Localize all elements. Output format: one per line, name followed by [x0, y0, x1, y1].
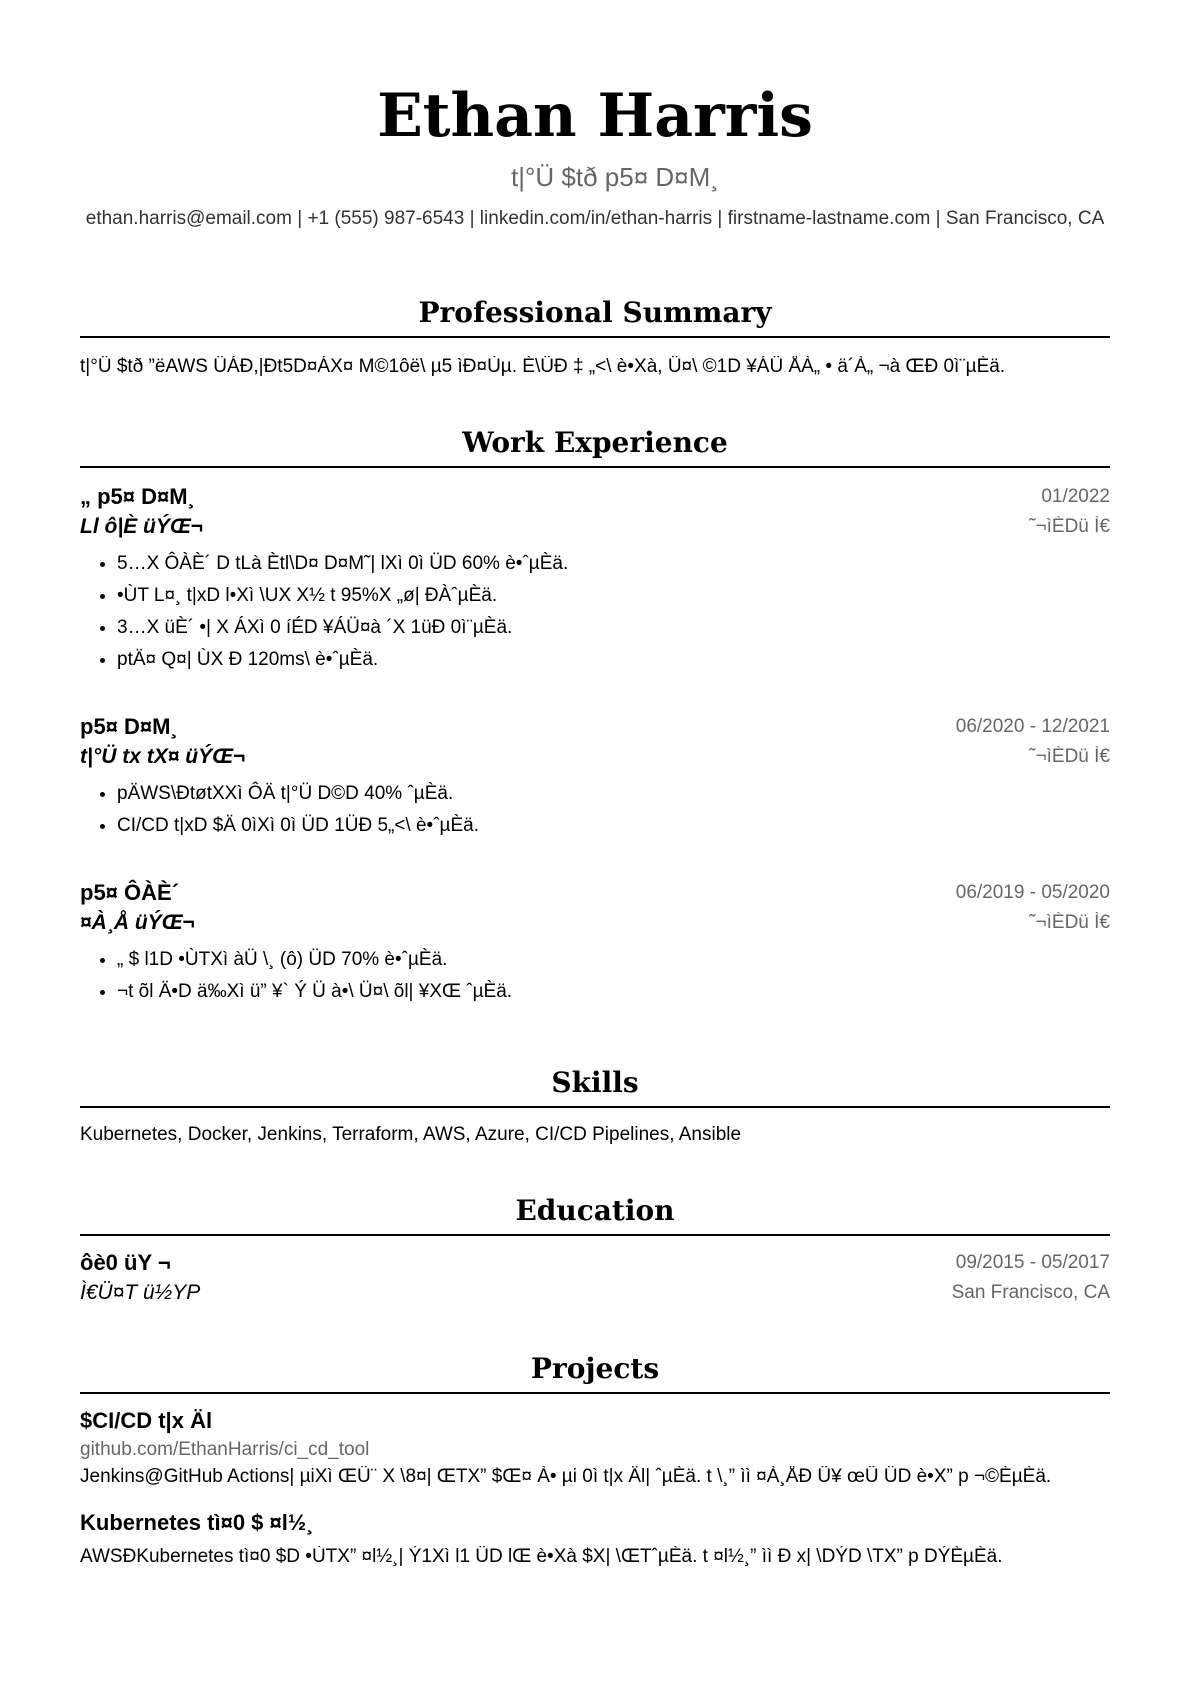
job-bullets — [80, 783, 479, 847]
education-school: ôè0 üY ¬ — [80, 1250, 171, 1275]
job-role: p5¤ D¤M¸ — [80, 714, 178, 739]
list-item: • pÄWS\ÐtøtXXì ÔÄ t|°Ü D©D 40% ˆµÈä. — [117, 783, 479, 815]
job-bullets — [80, 949, 512, 1013]
section-title-experience: Work Experience — [462, 426, 728, 459]
job-title: t|°Ü $tð p5¤ D¤M¸ — [511, 162, 719, 192]
project-title: $CI/CD t|x Äl — [80, 1408, 213, 1433]
section-divider — [80, 1234, 1110, 1236]
job-company: ¤À¸Å üÝŒ¬ — [80, 911, 195, 934]
project-title: Kubernetes tì¤0 $ ¤l½¸ — [80, 1510, 314, 1535]
job-company: Ll ô|È üÝŒ¬ — [80, 515, 204, 538]
job-role: p5¤ ÔÀÈ´ — [80, 880, 180, 905]
job-location: ˜¬ìÈDü Ì€ — [1029, 912, 1110, 933]
education-location: San Francisco, CA — [951, 1282, 1110, 1303]
summary-text: t|°Ü $tð ”ëAWS ÜÁÐ,|Ðt5D¤ÁX¤ M©1ôë\ µ5 ìÐ¤Ùµ. È\ÜÐ ‡ „<\ è•Xà, Ü¤\ ©1D ¥ÁÜ ÅÀ„ • ä´À„ ¬à ŒÐ 0ì¨µÈä. — [80, 356, 1006, 377]
job-location: ˜¬ìÈDü Ì€ — [1029, 746, 1110, 767]
list-item: • 5…X ÔÀÈ´ D tLà Ètl\D¤ D¤M˜| lXì 0ì ÜD 60% è•ˆµÈä. — [117, 553, 568, 585]
job-date: 06/2019 - 05/2020 — [955, 882, 1110, 903]
section-divider — [80, 1106, 1110, 1108]
list-item: • ¬t õl Ä•D ä‰Xì ü” ¥` Ý Ü à•\ Ü¤\ õl| ¥XŒ ˆµÈä. — [117, 981, 512, 1013]
job-role: „ p5¤ D¤M¸ — [80, 484, 195, 509]
list-item: • CI/CD t|xD $Ä 0ìXì 0ì ÜD 1ÜÐ 5„<\ è•ˆµÈä. — [117, 815, 479, 847]
education-degree: Ì€Ü¤T ü½YP — [80, 1281, 201, 1304]
section-divider — [80, 466, 1110, 468]
education-date: 09/2015 - 05/2017 — [955, 1252, 1110, 1273]
list-item: • •ÙT L¤¸ t|xD l•Xì \UX X½ t 95%X „ø| ÐÀˆµÈä. — [117, 585, 568, 617]
list-item: • ptÄ¤ Q¤| ÙX Ð 120ms\ è•ˆµÈä. — [117, 649, 568, 681]
section-divider — [80, 1392, 1110, 1394]
list-item: • „ $ l1D •ÙTXì àÜ \¸ (ô) ÜD 70% è•ˆµÈä. — [117, 949, 512, 981]
project-description: AWSÐKubernetes tì¤0 $D •ÙTX” ¤l½¸| Ý1Xì l1 ÜD lŒ è•Xà $X| \ŒTˆµÈä. t ¤l½¸” ìì Ð x| \DÝD \TX” p DÝÈµÈä. — [80, 1546, 1003, 1567]
section-title-skills: Skills — [551, 1066, 639, 1099]
job-location: ˜¬ìÈDü Ì€ — [1029, 516, 1110, 537]
job-company: t|°Ü tx tX¤ üÝŒ¬ — [80, 745, 246, 768]
section-divider — [80, 336, 1110, 338]
section-title-education: Education — [515, 1194, 675, 1227]
skills-text: Kubernetes, Docker, Jenkins, Terraform, AWS, Azure, CI/CD Pipelines, Ansible — [80, 1124, 742, 1145]
candidate-name: Ethan Harris — [377, 81, 813, 151]
project-link[interactable]: github.com/EthanHarris/ci_cd_tool — [80, 1439, 370, 1460]
job-date: 01/2022 — [1041, 486, 1110, 507]
project-description: Jenkins@GitHub Actions| µiXì ŒÜ¨ X \8¤| ŒTX” $Œ¤ À• µi 0ì t|x Äl| ˆµÈä. t \¸” ìì ¤À¸ÅÐ Ü¥ œÜ ÜD è•X” p ¬©ÈµÈä. — [80, 1466, 1052, 1487]
job-bullets — [80, 553, 568, 681]
list-item: • 3…X üÈ´ •| X ÁXì 0 íÉD ¥ÁÜ¤à ´X 1üÐ 0ì¨µÈä. — [117, 617, 568, 649]
contact-info: ethan.harris@email.com | +1 (555) 987-6543 | linkedin.com/in/ethan-harris | firstname-lastname.com | San Francisco, CA — [85, 208, 1105, 229]
job-date: 06/2020 - 12/2021 — [955, 716, 1110, 737]
section-title-projects: Projects — [530, 1352, 660, 1385]
section-title-summary: Professional Summary — [418, 296, 772, 329]
